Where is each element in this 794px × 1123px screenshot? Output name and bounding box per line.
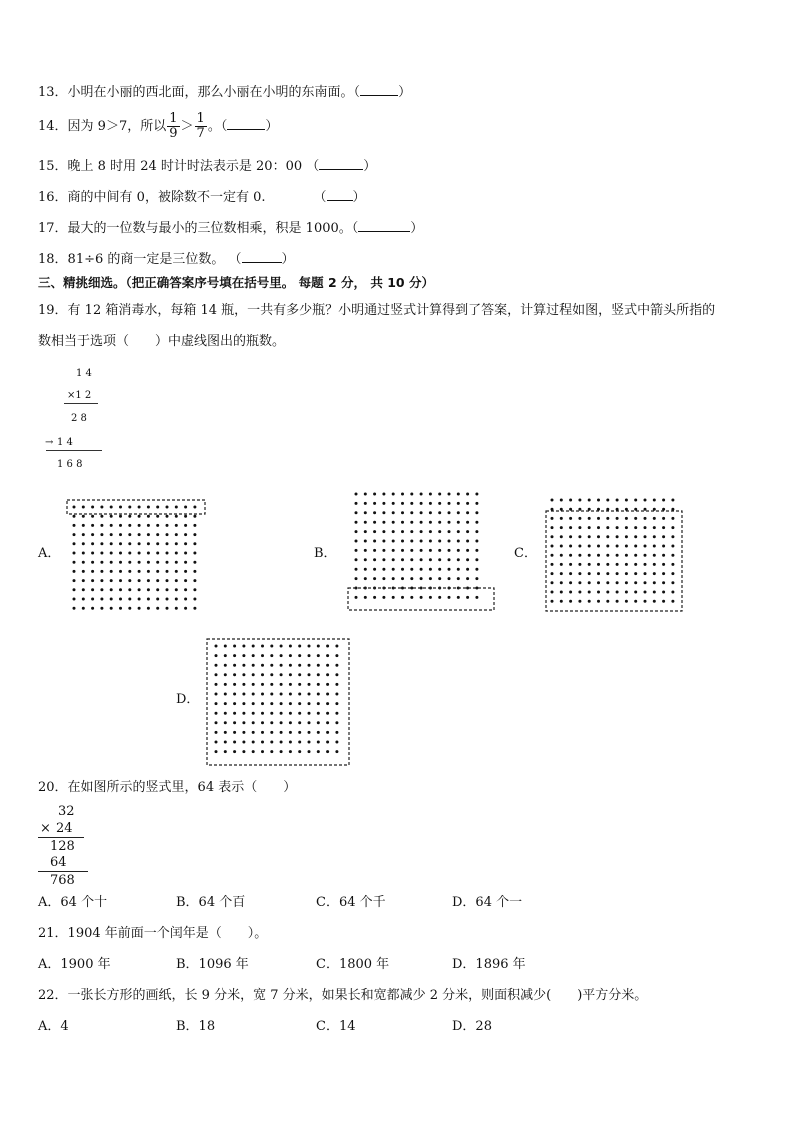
- option-d-label[interactable]: D．: [176, 692, 200, 707]
- option-b-dot-grid[interactable]: [344, 486, 500, 614]
- question-number: 17．: [38, 221, 68, 236]
- q20-option-b[interactable]: B．64 个百: [176, 895, 246, 910]
- question-21-stem: 21．1904 年前面一个闰年是（ ）。: [38, 926, 268, 941]
- question-19-line2: 数相当于选项（ ）中虚线图出的瓶数。: [38, 334, 286, 349]
- answer-blank[interactable]: [227, 117, 265, 130]
- question-number: 15．: [38, 159, 68, 174]
- question-number: 18．: [38, 252, 68, 267]
- fraction-one-seventh: $\frac{1}{7}$: [196, 111, 205, 141]
- q21-option-b[interactable]: B．1096 年: [176, 957, 249, 972]
- q22-option-c[interactable]: C．14: [316, 1019, 356, 1034]
- question-14: 14．因为 9＞7，所以 $\frac{1}{9}$ ＞ $\frac{1}{7}$ 。（ ）: [38, 111, 279, 141]
- question-15: 15．晚上 8 时用 24 时计时法表示是 20：00 （ ）: [38, 159, 377, 174]
- fraction-one-ninth: $\frac{1}{9}$: [169, 111, 178, 141]
- q21-option-c[interactable]: C．1800 年: [316, 957, 390, 972]
- question-number: 13．: [38, 85, 68, 100]
- option-c-label[interactable]: C．: [514, 546, 537, 561]
- question-22-stem: 22．一张长方形的画纸，长 9 分米，宽 7 分米，如果长和宽都减少 2 分米，则面积减少( )平方分米。: [38, 988, 648, 1003]
- question-18: 18．81÷6 的商一定是三位数。 （ ）: [38, 252, 295, 267]
- answer-blank[interactable]: [358, 219, 410, 232]
- question-number: 16．: [38, 190, 68, 205]
- option-a-label[interactable]: A．: [38, 546, 61, 561]
- question-number: 14．: [38, 119, 68, 134]
- option-d-dot-grid[interactable]: [204, 636, 354, 768]
- question-text: 小明在小丽的西北面，那么小丽在小明的东南面。（: [67, 85, 361, 100]
- option-b-label[interactable]: B．: [314, 546, 337, 561]
- q22-option-d[interactable]: D．28: [452, 1019, 492, 1034]
- q21-option-d[interactable]: D．1896 年: [452, 957, 526, 972]
- q20-option-c[interactable]: C．64 个千: [316, 895, 386, 910]
- section-heading: 三、精挑细选。（把正确答案序号填在括号里。 每题 2 分， 共 10 分）: [38, 275, 434, 290]
- q20-option-d[interactable]: D．64 个一: [452, 895, 523, 910]
- question-16: 16．商的中间有 0，被除数不一定有 0. （ ）: [38, 190, 366, 205]
- answer-blank[interactable]: [319, 157, 363, 170]
- option-a-dot-grid[interactable]: [64, 496, 208, 616]
- option-c-dot-grid[interactable]: [544, 494, 684, 614]
- q22-option-b[interactable]: B．18: [176, 1019, 216, 1034]
- answer-blank[interactable]: [327, 188, 353, 201]
- question-20-stem: 20．在如图所示的竖式里，64 表示（ ）: [38, 780, 297, 795]
- arrow-icon: →: [45, 437, 54, 448]
- q22-option-a[interactable]: A．4: [38, 1019, 69, 1034]
- times-sign: ×: [40, 821, 51, 836]
- question-13: 13．小明在小丽的西北面，那么小丽在小明的东南面。（ ）: [38, 85, 412, 100]
- answer-blank[interactable]: [242, 250, 282, 263]
- question-17: 17．最大的一位数与最小的三位数相乘，积是 1000。（ ）: [38, 221, 424, 236]
- question-19-line1: 19．有 12 箱消毒水，每箱 14 瓶，一共有多少瓶？小明通过竖式计算得到了答案，计算过程如图，竖式中箭头所指的: [38, 303, 716, 318]
- answer-blank[interactable]: [360, 83, 398, 96]
- q21-option-a[interactable]: A．1900 年: [38, 957, 111, 972]
- q20-option-a[interactable]: A．64 个十: [38, 895, 108, 910]
